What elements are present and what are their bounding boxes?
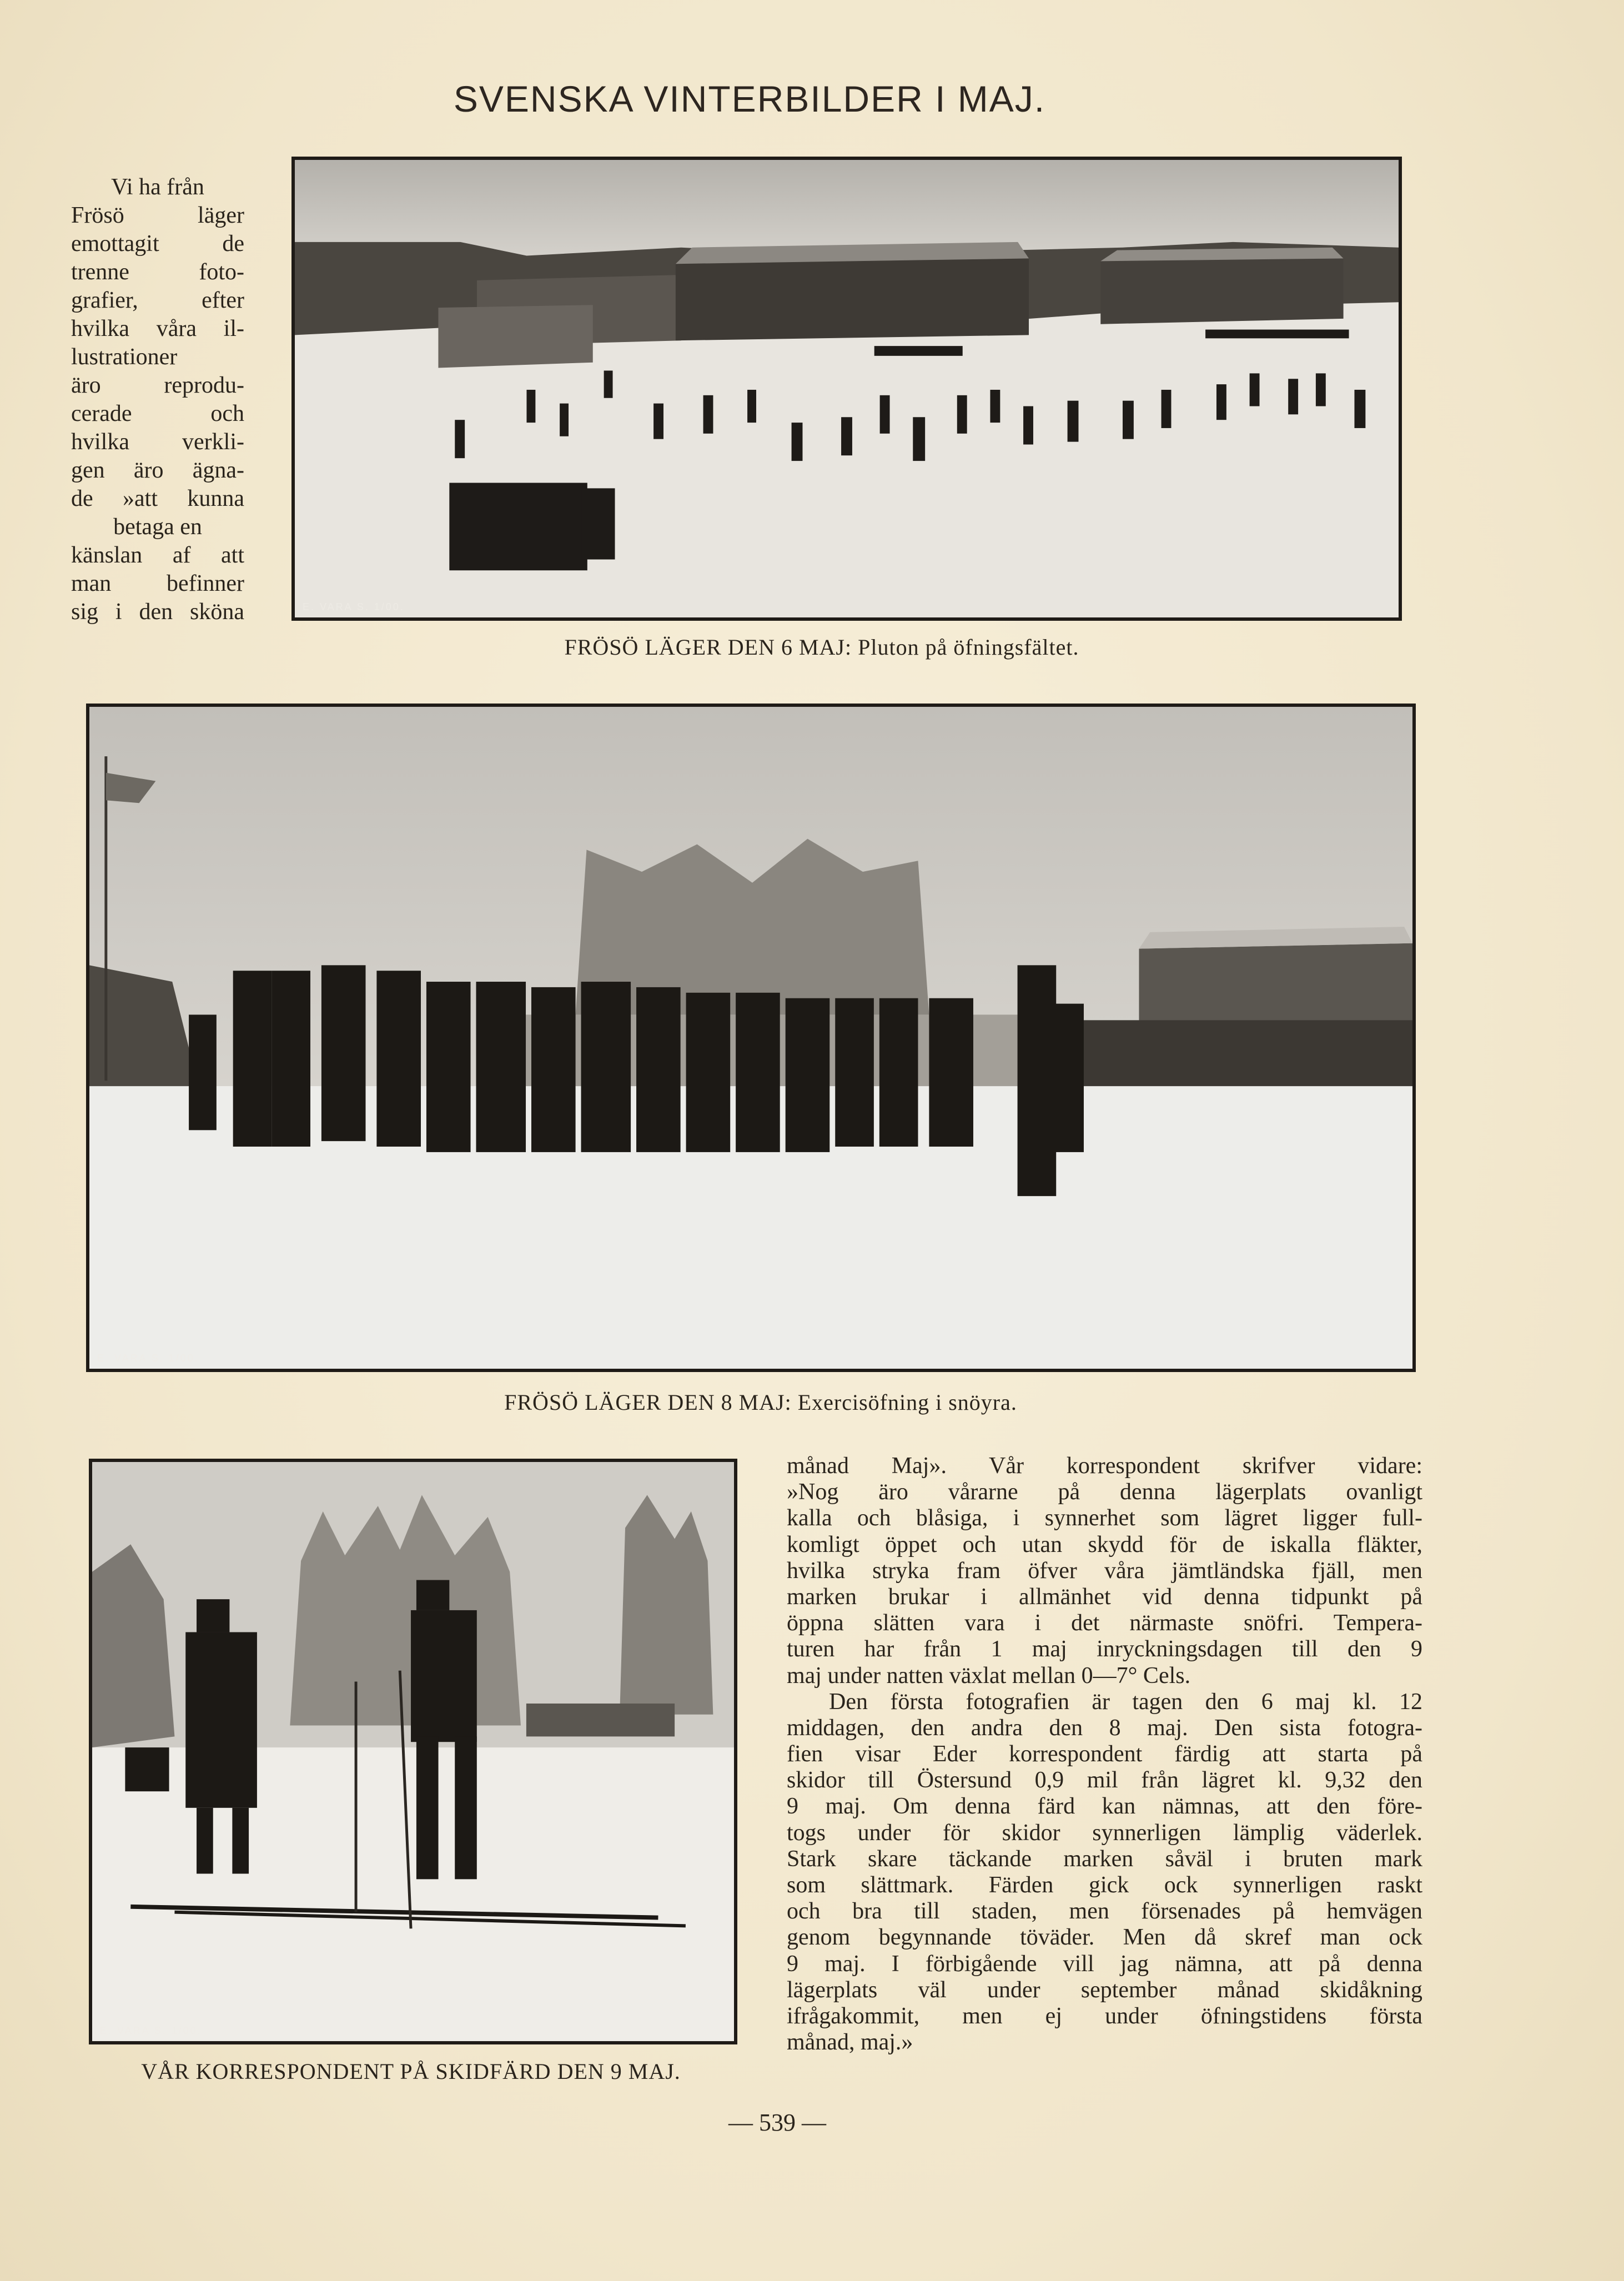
- photo-watermark: E. VARA S. 1/00.: [100, 2025, 202, 2036]
- body-line: komligt öppet och utan skydd för de iskalla fläkter,: [787, 1531, 1422, 1557]
- body-line: månad Maj». Vår korrespondent skrifver vidare:: [787, 1453, 1422, 1479]
- body-line: och bra till staden, men försenades på hemvägen: [787, 1898, 1422, 1925]
- photo-exercise-snow: [86, 704, 1416, 1372]
- body-line: marken brukar i allmänhet vid denna tidpunkt på: [787, 1584, 1422, 1610]
- photo-caption-correspondent: VÅR KORRESPONDENT PÅ SKIDFÄRD DEN 9 MAJ.: [141, 2059, 681, 2084]
- body-line: maj under natten växlat mellan 0—7° Cels.: [787, 1662, 1191, 1689]
- intro-line: Vi ha från: [111, 174, 204, 200]
- body-line: togs under för skidor synnerligen lämplig väderlek.: [787, 1820, 1422, 1846]
- intro-line: betaga en: [113, 514, 202, 540]
- body-line: hvilka stryka fram öfver våra jämtländska fjäll, men: [787, 1557, 1422, 1584]
- intro-line: känslan af att: [71, 542, 244, 568]
- photo-watermark: E. VARA S. 1/00.: [97, 1353, 199, 1364]
- body-line: middagen, den andra den 8 maj. Den sista fotogra-: [787, 1715, 1422, 1741]
- intro-line: de »att kunna: [71, 486, 244, 511]
- body-line: »Nog äro vårarne på denna lägerplats ovanligt: [787, 1479, 1422, 1505]
- body-line: som slättmark. Färden gick ock synnerligen raskt: [787, 1872, 1422, 1898]
- intro-line: emottagit de: [71, 231, 244, 257]
- intro-line: Frösö läger: [71, 203, 244, 228]
- body-line: fien visar Eder korrespondent färdig att starta på: [787, 1741, 1422, 1767]
- intro-line: hvilka verkli-: [71, 429, 244, 455]
- photo-correspondent-skis: [89, 1459, 737, 2044]
- intro-line: gen äro ägna-: [71, 458, 244, 483]
- intro-line: hvilka våra il-: [71, 316, 244, 341]
- body-line: månad, maj.»: [787, 2029, 913, 2056]
- body-line: 9 maj. I förbigående vill jag nämna, att på denna: [787, 1951, 1422, 1977]
- intro-line: äro reprodu-: [71, 373, 244, 398]
- intro-line: man befinner: [71, 571, 244, 596]
- body-line: lägerplats väl under september månad skidåkning: [787, 1977, 1422, 2003]
- body-line: Den första fotografien är tagen den 6 maj kl. 12: [829, 1689, 1422, 1715]
- photo-caption-pluton: FRÖSÖ LÄGER DEN 6 MAJ: Pluton på öfningsfältet.: [564, 635, 1079, 660]
- body-line: Stark skare täckande marken såväl i bruten mark: [787, 1846, 1422, 1872]
- photo-pluton-field: [291, 157, 1402, 621]
- intro-line: cerade och: [71, 401, 244, 426]
- intro-line: sig i den sköna: [71, 599, 244, 625]
- photo-caption-exercise: FRÖSÖ LÄGER DEN 8 MAJ: Exercisöfning i snöyra.: [504, 1390, 1017, 1415]
- intro-line: grafier, efter: [71, 288, 244, 313]
- body-line: skidor till Östersund 0,9 mil från lägret kl. 9,32 den: [787, 1767, 1422, 1793]
- body-line: genom begynnande töväder. Men då skref man ock: [787, 1925, 1422, 1951]
- intro-paragraph: [71, 173, 244, 626]
- body-line: öppna slätten vara i det närmaste snöfri. Tempera-: [787, 1610, 1422, 1636]
- page-title: SVENSKA VINTERBILDER I MAJ.: [453, 78, 1046, 119]
- intro-line: lustrationer: [71, 344, 178, 370]
- page-number: — 539 —: [728, 2109, 826, 2136]
- body-line: ifrågakommit, men ej under öfningstidens första: [787, 2003, 1422, 2029]
- body-line: 9 maj. Om denna färd kan nämnas, att den före-: [787, 1793, 1422, 1820]
- body-line: turen har från 1 maj inryckningsdagen till den 9: [787, 1636, 1422, 1662]
- intro-line: trenne foto-: [71, 259, 244, 285]
- photo-watermark: E. VARA S. 1/00.: [303, 601, 405, 612]
- body-paragraph: [787, 1453, 1422, 2056]
- body-line: kalla och blåsiga, i synnerhet som lägret ligger full-: [787, 1505, 1422, 1531]
